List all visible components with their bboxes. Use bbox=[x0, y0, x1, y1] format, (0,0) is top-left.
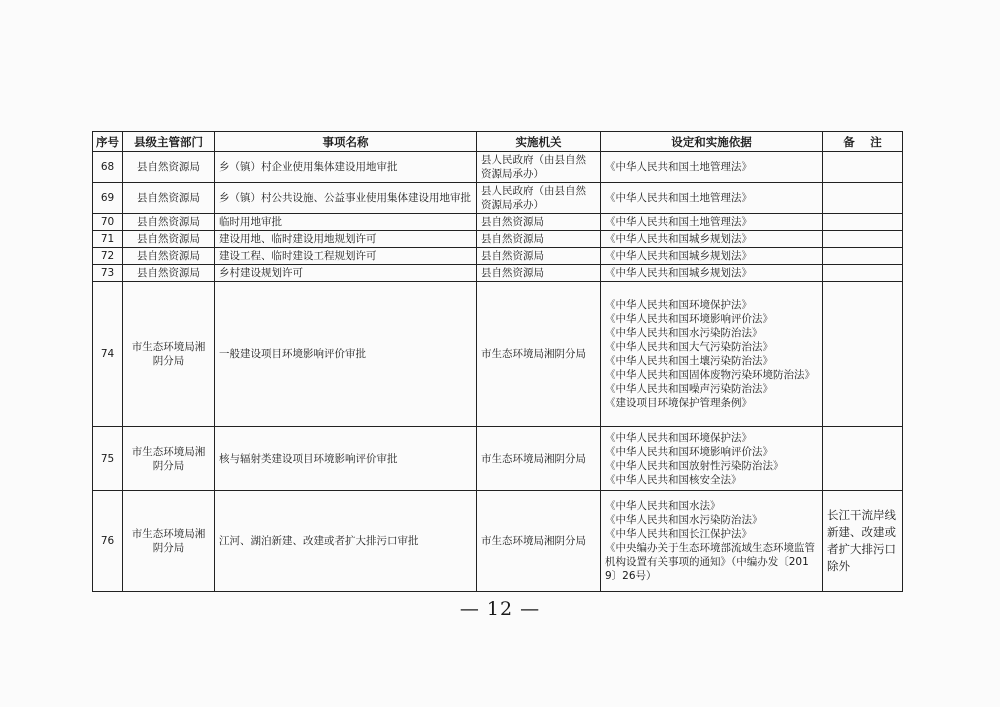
cell-remark bbox=[823, 282, 903, 427]
cell-remark: 长江干流岸线新建、改建或者扩大排污口除外 bbox=[823, 491, 903, 592]
cell-agency: 县人民政府（由县自然资源局承办） bbox=[477, 152, 601, 183]
basis-line: 《中华人民共和国环境保护法》 bbox=[605, 299, 752, 311]
cell-item: 乡（镇）村企业使用集体建设用地审批 bbox=[215, 152, 477, 183]
page-number: — 12 — bbox=[459, 598, 541, 620]
cell-agency: 县自然资源局 bbox=[477, 231, 601, 248]
cell-dept: 市生态环境局湘阴分局 bbox=[123, 282, 215, 427]
basis-line: 《中华人民共和国土地管理法》 bbox=[605, 216, 752, 228]
cell-dept: 县自然资源局 bbox=[123, 214, 215, 231]
cell-agency: 市生态环境局湘阴分局 bbox=[477, 427, 601, 491]
cell-basis bbox=[601, 152, 823, 183]
basis-line: 《中华人民共和国城乡规划法》 bbox=[605, 250, 752, 262]
cell-seq: 75 bbox=[93, 427, 123, 491]
header-remark: 备 注 bbox=[823, 132, 903, 152]
cell-seq: 71 bbox=[93, 231, 123, 248]
basis-line: 《中华人民共和国环境影响评价法》 bbox=[605, 445, 773, 458]
cell-remark bbox=[823, 152, 903, 183]
cell-seq: 73 bbox=[93, 265, 123, 282]
cell-item: 建设用地、临时建设用地规划许可 bbox=[215, 231, 477, 248]
basis-line: 《中华人民共和国水污染防治法》 bbox=[605, 514, 763, 526]
cell-basis bbox=[601, 491, 823, 592]
table-row bbox=[93, 152, 903, 183]
cell-item: 一般建设项目环境影响评价审批 bbox=[215, 282, 477, 427]
cell-agency: 县自然资源局 bbox=[477, 265, 601, 282]
cell-dept: 县自然资源局 bbox=[123, 248, 215, 265]
cell-seq: 69 bbox=[93, 183, 123, 214]
items-table bbox=[92, 131, 903, 592]
cell-basis bbox=[601, 427, 823, 491]
header-seq: 序号 bbox=[93, 132, 123, 152]
cell-basis bbox=[601, 248, 823, 265]
cell-basis bbox=[601, 265, 823, 282]
basis-line: 《建设项目环境保护管理条例》 bbox=[605, 397, 752, 409]
basis-line: 《中华人民共和国土地管理法》 bbox=[605, 161, 752, 173]
header-agency: 实施机关 bbox=[477, 132, 601, 152]
basis-line: 《中华人民共和国水法》 bbox=[605, 500, 721, 512]
cell-remark bbox=[823, 265, 903, 282]
table-row bbox=[93, 282, 903, 427]
cell-seq: 74 bbox=[93, 282, 123, 427]
cell-remark bbox=[823, 183, 903, 214]
cell-item: 核与辐射类建设项目环境影响评价审批 bbox=[215, 427, 477, 491]
cell-seq: 72 bbox=[93, 248, 123, 265]
table-row bbox=[93, 427, 903, 491]
cell-agency: 市生态环境局湘阴分局 bbox=[477, 282, 601, 427]
header-dept: 县级主管部门 bbox=[123, 132, 215, 152]
cell-remark bbox=[823, 248, 903, 265]
cell-item: 乡村建设规划许可 bbox=[215, 265, 477, 282]
header-item: 事项名称 bbox=[215, 132, 477, 152]
cell-agency: 县自然资源局 bbox=[477, 248, 601, 265]
table-row bbox=[93, 183, 903, 214]
basis-line: 《中华人民共和国土地管理法》 bbox=[605, 192, 752, 204]
basis-line: 《中华人民共和国放射性污染防治法》 bbox=[605, 459, 784, 472]
table-header-row bbox=[93, 132, 903, 152]
cell-dept: 县自然资源局 bbox=[123, 152, 215, 183]
table-row bbox=[93, 265, 903, 282]
cell-dept: 县自然资源局 bbox=[123, 183, 215, 214]
cell-basis bbox=[601, 183, 823, 214]
table-row bbox=[93, 248, 903, 265]
cell-remark bbox=[823, 214, 903, 231]
cell-item: 江河、湖泊新建、改建或者扩大排污口审批 bbox=[215, 491, 477, 592]
basis-line: 《中华人民共和国噪声污染防治法》 bbox=[605, 383, 773, 395]
basis-line: 《中华人民共和国固体废物污染环境防治法》 bbox=[605, 369, 815, 381]
cell-seq: 76 bbox=[93, 491, 123, 592]
table-row bbox=[93, 214, 903, 231]
cell-dept: 县自然资源局 bbox=[123, 231, 215, 248]
basis-line: 《中华人民共和国核安全法》 bbox=[605, 473, 742, 486]
basis-line: 《中华人民共和国城乡规划法》 bbox=[605, 233, 752, 245]
basis-line: 《中华人民共和国城乡规划法》 bbox=[605, 267, 752, 279]
cell-item: 乡（镇）村公共设施、公益事业使用集体建设用地审批 bbox=[215, 183, 477, 214]
cell-item: 建设工程、临时建设工程规划许可 bbox=[215, 248, 477, 265]
basis-line: 《中华人民共和国土壤污染防治法》 bbox=[605, 355, 773, 367]
cell-dept: 县自然资源局 bbox=[123, 265, 215, 282]
basis-line: 《中华人民共和国大气污染防治法》 bbox=[605, 341, 773, 353]
cell-agency: 县人民政府（由县自然资源局承办） bbox=[477, 183, 601, 214]
table-body bbox=[93, 152, 903, 592]
basis-line: 《中华人民共和国水污染防治法》 bbox=[605, 327, 763, 339]
cell-agency: 县自然资源局 bbox=[477, 214, 601, 231]
table-row bbox=[93, 491, 903, 592]
basis-line: 《中华人民共和国环境影响评价法》 bbox=[605, 313, 773, 325]
basis-line: 《中央编办关于生态环境部流域生态环境监管机构设置有关事项的通知》（中编办发〔2019〕26号） bbox=[605, 542, 815, 582]
basis-line: 《中华人民共和国长江保护法》 bbox=[605, 528, 752, 540]
table-row bbox=[93, 231, 903, 248]
cell-basis bbox=[601, 231, 823, 248]
cell-basis bbox=[601, 282, 823, 427]
cell-basis bbox=[601, 214, 823, 231]
header-basis: 设定和实施依据 bbox=[601, 132, 823, 152]
cell-remark bbox=[823, 231, 903, 248]
cell-remark bbox=[823, 427, 903, 491]
cell-seq: 68 bbox=[93, 152, 123, 183]
cell-seq: 70 bbox=[93, 214, 123, 231]
cell-dept: 市生态环境局湘阴分局 bbox=[123, 491, 215, 592]
cell-agency: 市生态环境局湘阴分局 bbox=[477, 491, 601, 592]
basis-line: 《中华人民共和国环境保护法》 bbox=[605, 431, 752, 444]
cell-item: 临时用地审批 bbox=[215, 214, 477, 231]
cell-dept: 市生态环境局湘阴分局 bbox=[123, 427, 215, 491]
